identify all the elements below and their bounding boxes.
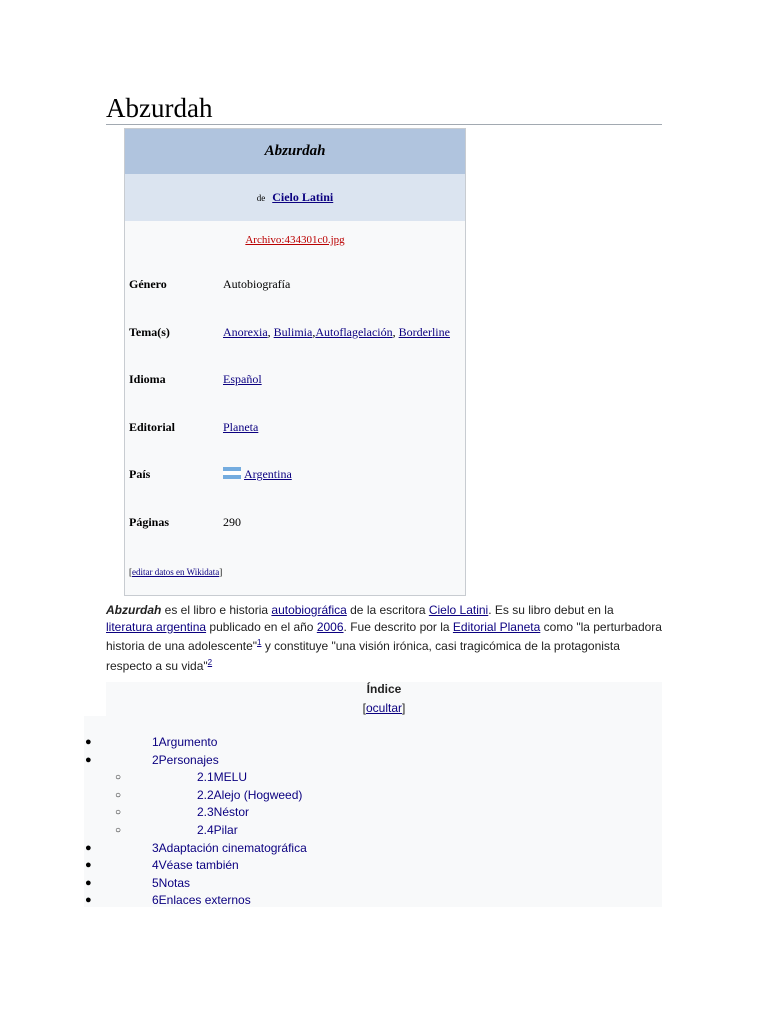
toc-title: Índice: [366, 682, 402, 696]
toc-item-label[interactable]: 2Personajes: [152, 752, 219, 767]
text: publicado en el año: [206, 619, 317, 634]
row-value-links: Anorexia, Bulimia,Autoflagelación, Borderline: [223, 324, 450, 339]
tema-link-anorexia[interactable]: Anorexia: [223, 324, 268, 339]
toc-item[interactable]: [0, 752, 768, 770]
tema-link-autoflagelacion[interactable]: Autoflagelación: [315, 324, 393, 339]
toc-item[interactable]: [0, 787, 768, 805]
toc-item[interactable]: [0, 822, 768, 840]
row-label: Género: [129, 277, 167, 291]
author-link[interactable]: Cielo Latini: [272, 190, 334, 204]
reference-2[interactable]: 2: [207, 657, 213, 667]
image-file-link[interactable]: Archivo:434301c0.jpg: [245, 234, 345, 246]
toc-item-label[interactable]: 2.2Alejo (Hogweed): [197, 787, 303, 802]
toc-item[interactable]: [0, 804, 768, 822]
row-label: Páginas: [129, 514, 170, 529]
infobox-row-genero: [125, 261, 465, 309]
toc-item[interactable]: [0, 769, 768, 787]
row-value: Autobiografía: [223, 277, 291, 291]
circle-bullet-icon: ○: [115, 772, 122, 784]
toc-item-label[interactable]: 2.3Néstor: [197, 805, 250, 820]
toc-item-label[interactable]: 6Enlaces externos: [152, 893, 251, 908]
text: como "la perturbadora historia de una adolescente": [106, 619, 662, 653]
tema-link-bulimia[interactable]: Bulimia: [273, 324, 313, 339]
bullet-icon: ●: [85, 859, 92, 872]
page-title: Abzurdah: [106, 92, 662, 125]
tema-link-borderline[interactable]: Borderline: [398, 324, 450, 339]
circle-bullet-icon: ○: [115, 824, 122, 836]
bullet-icon: ●: [85, 841, 92, 854]
pais-link[interactable]: Argentina: [244, 467, 292, 481]
infobox-author-row: [125, 174, 465, 221]
link-literatura-argentina[interactable]: literatura argentina: [106, 619, 207, 634]
infobox-row-temas: [125, 309, 465, 357]
link-cielo-latini[interactable]: Cielo Latini: [428, 603, 489, 617]
editorial-link[interactable]: Planeta: [223, 419, 259, 434]
link-2006[interactable]: 2006: [316, 619, 344, 634]
text: . Fue descrito por la: [343, 619, 453, 634]
wikidata-edit: [editar datos en Wikidata]: [129, 567, 223, 577]
bullet-icon: ●: [85, 753, 92, 766]
text: . Es su libro debut en la: [488, 603, 614, 617]
infobox-image-row: [125, 221, 465, 261]
toc-item[interactable]: [0, 875, 768, 893]
toc-list: [0, 734, 768, 910]
toc-item[interactable]: [0, 892, 768, 910]
toc-item[interactable]: [0, 857, 768, 875]
row-value: 290: [223, 514, 241, 529]
infobox-row-paginas: [125, 499, 465, 547]
toc-item-label[interactable]: 4Véase también: [152, 858, 239, 873]
infobox-title: Abzurdah: [125, 129, 465, 174]
edit-wikidata-link[interactable]: editar datos en Wikidata: [132, 567, 220, 577]
row-label: Tema(s): [129, 324, 170, 339]
circle-bullet-icon: ○: [115, 789, 122, 801]
idioma-link[interactable]: Español: [223, 372, 262, 386]
text: y constituye "una visión irónica, casi tragicómica de la protagonista respecto a su vida": [106, 639, 620, 673]
toc-toggle: [ocultar]: [362, 701, 406, 715]
infobox-row-idioma: [125, 356, 465, 404]
intro-paragraph: [106, 602, 662, 674]
infobox-row-pais: [125, 451, 465, 499]
toc-item-label[interactable]: 1Argumento: [152, 735, 218, 749]
text: es el libro e historia: [161, 603, 272, 617]
reference-1[interactable]: 1: [257, 638, 262, 647]
bullet-icon: ●: [85, 894, 92, 907]
row-label: Idioma: [129, 372, 166, 386]
bullet-icon: ●: [85, 876, 92, 889]
toc-item-label[interactable]: 3Adaptación cinematográfica: [152, 840, 307, 855]
author-prefix: de: [256, 193, 266, 203]
link-autobiografica[interactable]: autobiográfica: [271, 603, 347, 617]
infobox: [124, 128, 466, 596]
bullet-icon: ●: [85, 736, 92, 748]
toc-item-label[interactable]: 2.1MELU: [197, 770, 248, 785]
link-editorial-planeta[interactable]: Editorial Planeta: [452, 619, 541, 634]
toc-hide-link[interactable]: ocultar: [365, 701, 403, 715]
row-label: Editorial: [129, 419, 176, 434]
text: de la escritora: [346, 603, 429, 617]
row-label: País: [129, 467, 151, 481]
infobox-row-editorial: [125, 404, 465, 452]
toc-item[interactable]: [0, 734, 768, 752]
article-bold-title: Abzurdah: [106, 603, 162, 617]
toc-item[interactable]: [0, 840, 768, 858]
toc-item-label[interactable]: 5Notas: [152, 875, 191, 890]
circle-bullet-icon: ○: [115, 807, 122, 819]
toc-item-label[interactable]: 2.4Pilar: [197, 822, 238, 837]
argentina-flag-icon: [223, 467, 241, 479]
